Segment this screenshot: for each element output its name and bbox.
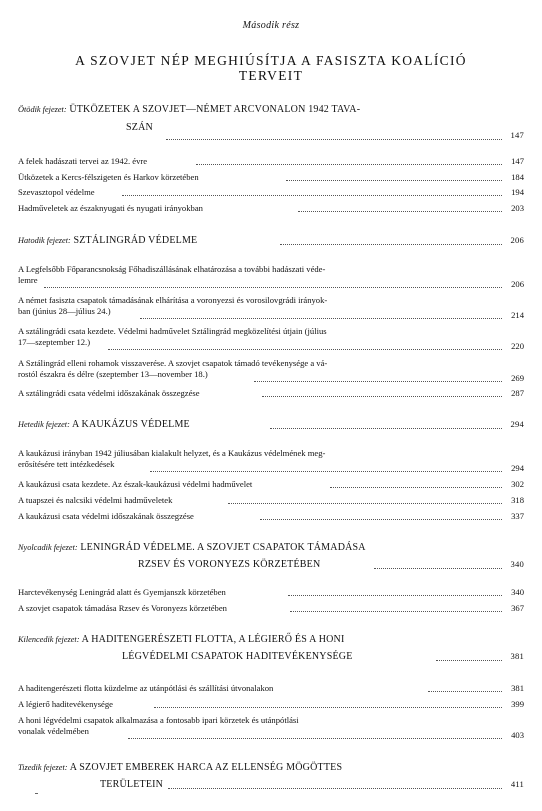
entry-page: 147	[511, 156, 524, 166]
chapter-title: A SZOVJET EMBEREK HARCA AZ ELLENSÉG MÖGÖTTES	[69, 762, 343, 773]
entry-text: A sztálingrádi csata kezdete. Védelmi hadművelet Sztálingrád megközelítési útjain (július	[18, 326, 327, 336]
entry-text-cont: 17—szeptember 12.)	[18, 337, 91, 347]
chapter-title: A HADITENGERÉSZETI FLOTTA, A LÉGIERŐ ÉS A HONI	[81, 634, 345, 645]
dot-leader	[108, 348, 502, 350]
entry-text: A honi légvédelmi csapatok alkalmazása a fontosabb ipari körzetek és utánpótlási	[18, 715, 299, 725]
chapter-7-heading	[18, 418, 524, 431]
chapter-label: Hetedik fejezet:	[18, 420, 70, 429]
entry-text: A német fasiszta csapatok támadásának elhárítása a voronyezsi és vorosilovgrádi irányok-	[18, 295, 328, 305]
entry-page: 367	[511, 603, 524, 613]
toc-entry	[18, 683, 524, 694]
entry-text: Ütközetek a Kercs-félszigeten és Harkov körzetében	[18, 172, 199, 182]
dot-leader	[166, 138, 502, 140]
dot-leader	[154, 706, 502, 708]
entry-page: 381	[511, 683, 524, 693]
chapter-title: ÜTKÖZETEK A SZOVJET—NÉMET ARCVONALON 1942 TAVA-	[69, 104, 361, 115]
toc-entry	[18, 388, 524, 399]
entry-text: A felek hadászati tervei az 1942. évre	[18, 156, 148, 166]
chapter-label: Hatodik fejezet:	[18, 236, 71, 245]
dot-leader	[128, 737, 502, 739]
entry-page: 206	[511, 279, 524, 289]
entry-text: A kaukázusi csata védelmi időszakának összegzése	[18, 511, 194, 521]
entry-text-cont: lemre	[18, 275, 38, 285]
toc-entry	[18, 172, 524, 183]
toc-entry	[18, 479, 524, 490]
entry-text-cont: vonalak védelmében	[18, 726, 89, 736]
entry-page: 214	[511, 310, 524, 320]
chapter-label: Ötödik fejezet:	[18, 105, 67, 114]
entry-page: 318	[511, 495, 524, 505]
dot-leader	[196, 163, 502, 165]
dot-leader	[374, 567, 502, 569]
chapter-6-heading	[18, 234, 524, 247]
toc-entry	[18, 156, 524, 167]
chapter-9-heading	[18, 633, 524, 663]
entry-text: A szovjet csapatok támadása Rzsev és Voronyezs körzetében	[18, 603, 227, 613]
toc-entry	[18, 326, 524, 352]
dot-leader	[228, 502, 502, 504]
chapter-title-cont: SZÁN	[126, 122, 153, 133]
dot-leader	[168, 787, 502, 789]
chapter-page: 411	[510, 779, 524, 789]
chapter-10-heading	[18, 761, 524, 791]
toc-entry	[18, 187, 524, 198]
part-title-line-1: A SZOVJET NÉP MEGHIÚSÍTJA A FASISZTA KOALÍCIÓ	[75, 53, 467, 68]
entry-text: Hadműveletek az északnyugati és nyugati irányokban	[18, 203, 203, 213]
dot-leader	[280, 243, 502, 245]
entry-text-cont: erősítésére tett intézkedések	[18, 459, 115, 469]
chapter-page: 340	[510, 559, 524, 569]
entry-page: 337	[511, 511, 524, 521]
dot-leader	[436, 659, 502, 661]
entry-text: A kaukázusi irányban 1942 júliusában kialakult helyzet, és a Kaukázus védelmének meg-	[18, 448, 326, 458]
chapter-8-heading	[18, 541, 524, 571]
chapter-title-cont: TERÜLETEIN	[100, 779, 164, 790]
entry-page: 302	[511, 479, 524, 489]
toc-entry	[18, 495, 524, 506]
dot-leader	[122, 194, 502, 196]
entry-text: A kaukázusi csata kezdete. Az észak-kaukázusi védelmi hadművelet	[18, 479, 253, 489]
dot-leader	[44, 286, 502, 288]
chapter-page: 381	[510, 651, 524, 661]
part-title-line-2: TERVEIT	[238, 68, 304, 83]
entry-text: Harctevékenység Leningrád alatt és Gyemjanszk körzetében	[18, 587, 226, 597]
chapter-title: SZTÁLINGRÁD VÉDELME	[73, 235, 198, 246]
entry-text: A Sztálingrád elleni rohamok visszaverése. A szovjet csapatok támadó tevékenysége a vá-	[18, 358, 328, 368]
chapter-label: Nyolcadik fejezet:	[18, 543, 78, 552]
dot-leader	[428, 690, 502, 692]
toc-entry	[18, 587, 524, 598]
entry-page: 203	[511, 203, 524, 213]
entry-page: 399	[511, 699, 524, 709]
toc-entry	[18, 715, 524, 741]
chapter-label: Kilencedik fejezet:	[18, 635, 80, 644]
chapter-page: 206	[510, 235, 524, 245]
dot-leader	[298, 210, 502, 212]
entry-page: 294	[511, 463, 524, 473]
dot-leader	[254, 380, 502, 382]
dot-leader	[150, 470, 502, 472]
entry-text: A haditengerészeti flotta küzdelme az utánpótlási és szállítási útvonalakon	[18, 683, 274, 693]
chapter-page: 294	[510, 419, 524, 429]
entry-page: 269	[511, 373, 524, 383]
toc-entry	[18, 358, 524, 384]
chapter-title: A KAUKÁZUS VÉDELME	[71, 419, 190, 430]
entry-text: Szevasztopol védelme	[18, 187, 95, 197]
toc-entry	[18, 511, 524, 522]
entry-text: A sztálingrádi csata védelmi időszakának összegzése	[18, 388, 200, 398]
dot-leader	[140, 317, 502, 319]
entry-text-cont: rostól északra és délre (szeptember 13—november 18.)	[18, 369, 208, 379]
part-title	[30, 53, 512, 83]
dot-leader	[288, 594, 502, 596]
chapter-title: LENINGRÁD VÉDELME. A SZOVJET CSAPATOK TÁMADÁSA	[80, 542, 366, 553]
toc-entry	[18, 448, 524, 474]
entry-page: 184	[511, 172, 524, 182]
entry-page: 194	[511, 187, 524, 197]
dot-leader	[270, 427, 502, 429]
entry-text: A légierő haditevékenysége	[18, 699, 113, 709]
entry-page: 220	[511, 341, 524, 351]
dot-leader	[260, 518, 502, 520]
entry-page: 340	[511, 587, 524, 597]
chapter-title-cont: RZSEV ÉS VORONYEZS KÖRZETÉBEN	[138, 559, 321, 570]
page-mark	[35, 793, 38, 794]
toc-entry	[18, 603, 524, 614]
toc-entry	[18, 264, 524, 290]
toc-entry	[18, 699, 524, 710]
dot-leader	[290, 610, 502, 612]
dot-leader	[286, 179, 502, 181]
dot-leader	[330, 486, 502, 488]
chapter-title-cont: LÉGVÉDELMI CSAPATOK HADITEVÉKENYSÉGE	[122, 651, 353, 662]
dot-leader	[262, 395, 502, 397]
chapter-label: Tizedik fejezet:	[18, 763, 68, 772]
chapter-page: 147	[510, 130, 524, 140]
entry-page: 403	[511, 730, 524, 740]
toc-entry	[18, 203, 524, 214]
entry-text: A tuapszei és nalcsiki védelmi hadműveletek	[18, 495, 173, 505]
part-heading: Második rész	[242, 20, 300, 31]
entry-page: 287	[511, 388, 524, 398]
entry-text: A Legfelsőbb Főparancsnokság Főhadiszállásának elhatározása a további hadászati véde-	[18, 264, 326, 274]
entry-text-cont: ban (június 28—július 24.)	[18, 306, 111, 316]
chapter-5-heading	[18, 103, 524, 142]
toc-entry	[18, 295, 524, 321]
